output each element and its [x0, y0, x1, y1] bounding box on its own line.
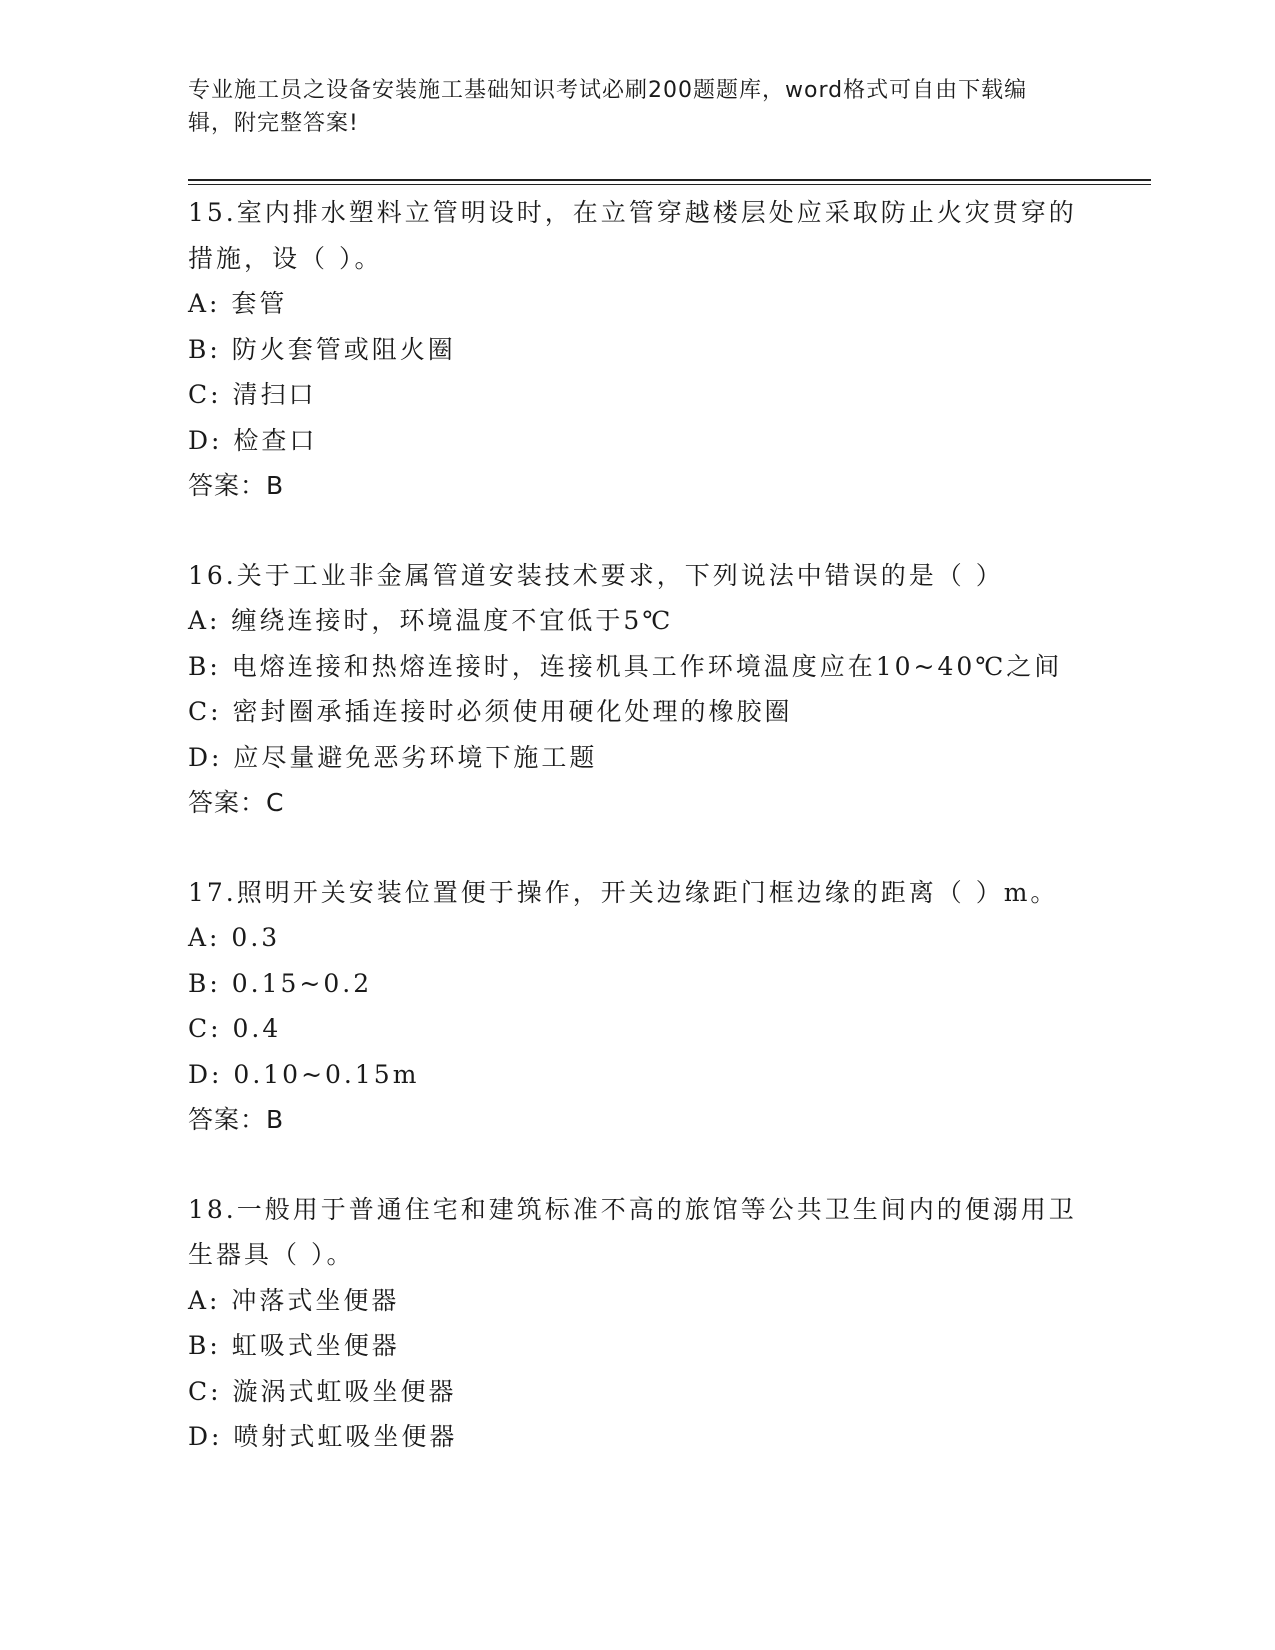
document-header: 专业施工员之设备安装施工基础知识考试必刷200题题库，word格式可自由下载编辑，附完整答案! — [188, 78, 1028, 136]
option-d: D: 检查口 — [188, 425, 318, 455]
option-a: A: 0.3 — [188, 923, 281, 952]
option-a: A: 冲落式坐便器 — [188, 1285, 400, 1315]
question-stem: 18.一般用于普通住宅和建筑标准不高的旅馆等公共卫生间内的便溺用卫生器具（ ）。 — [188, 1194, 1077, 1269]
answer-line: 答案：B — [188, 1105, 285, 1134]
question-18 — [188, 1187, 1078, 1460]
option-d: D: 0.10~0.15m — [188, 1059, 420, 1089]
question-stem: 15.室内排水塑料立管明设时，在立管穿越楼层处应采取防止火灾贯穿的措施，设（ ）。 — [188, 198, 1077, 273]
header-rule-thin — [188, 184, 1151, 185]
option-c: C: 0.4 — [188, 1014, 282, 1043]
option-c: C: 密封圈承插连接时必须使用硬化处理的橡胶圈 — [188, 697, 793, 726]
option-a: A: 套管 — [188, 289, 288, 318]
answer-line: 答案：C — [188, 788, 285, 817]
option-b: B: 防火套管或阻火圈 — [188, 334, 456, 364]
option-b: B: 0.15~0.2 — [188, 968, 373, 998]
option-c: C: 清扫口 — [188, 380, 317, 409]
answer-line: 答案：B — [188, 471, 285, 500]
option-b: B: 电熔连接和热熔连接时，连接机具工作环境温度应在10~40℃之间 — [188, 651, 1063, 681]
question-stem: 16.关于工业非金属管道安装技术要求，下列说法中错误的是（ ） — [188, 560, 1004, 590]
question-17 — [188, 870, 1078, 1143]
question-15 — [188, 190, 1078, 509]
option-d: D: 应尽量避免恶劣环境下施工题 — [188, 742, 598, 772]
question-list — [188, 190, 1078, 1504]
option-b: B: 虹吸式坐便器 — [188, 1331, 400, 1360]
option-d: D: 喷射式虹吸坐便器 — [188, 1422, 458, 1451]
option-a: A: 缠绕连接时，环境温度不宜低于5℃ — [188, 606, 674, 635]
question-16 — [188, 553, 1078, 826]
header-rule-thick — [188, 179, 1151, 181]
question-stem: 17.照明开关安装位置便于操作，开关边缘距门框边缘的距离（ ）m。 — [188, 877, 1059, 907]
option-c: C: 漩涡式虹吸坐便器 — [188, 1376, 457, 1406]
